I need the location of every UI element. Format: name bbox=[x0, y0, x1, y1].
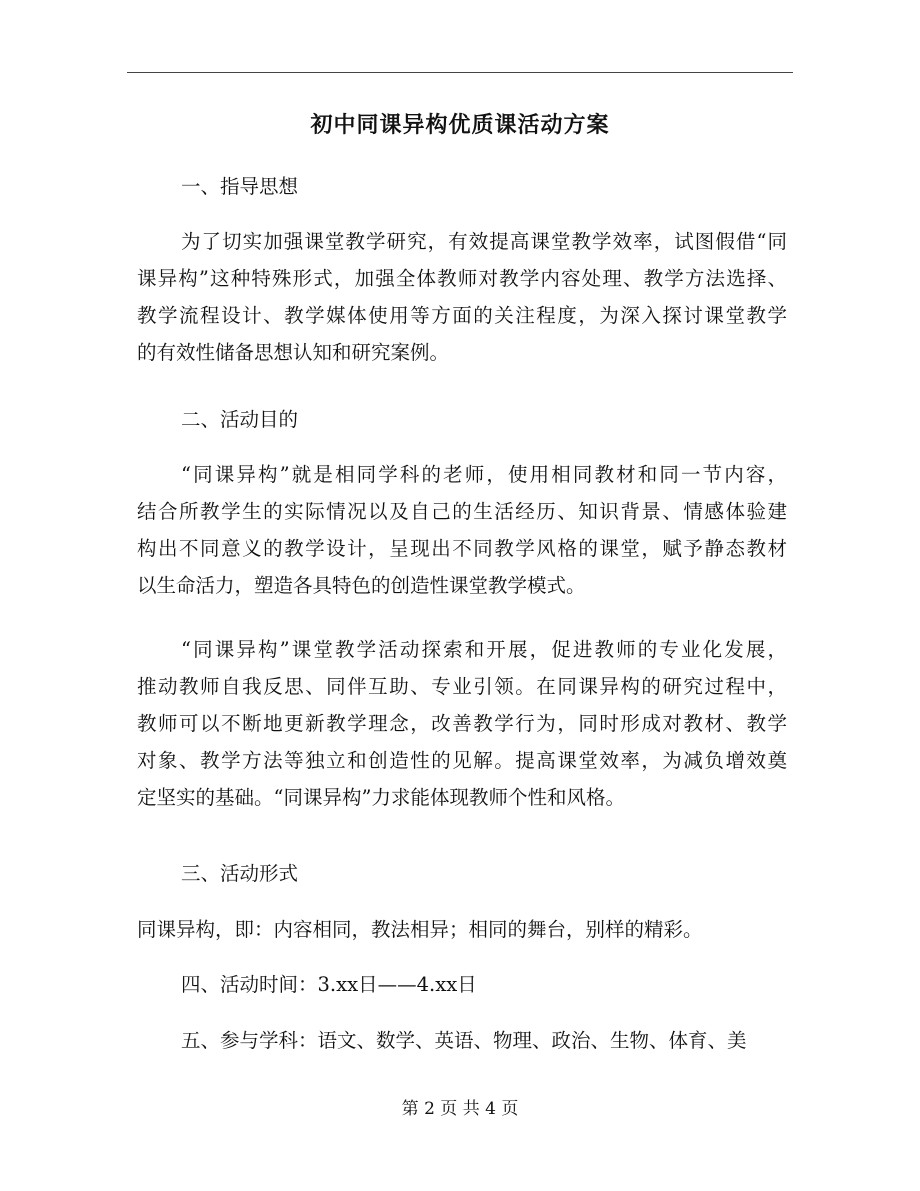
paragraph-line: 的有效性储备思想认知和研究案例。 bbox=[137, 341, 450, 364]
paragraph-line: 为了切实加强课堂教学研究，有效提高课堂教学效率，试图假借“同 bbox=[181, 230, 787, 253]
section-heading-2: 二、活动目的 bbox=[181, 408, 299, 431]
paragraph-line: 推动教师自我反思、同伴互助、专业引领。在同课异构的研究过程中， bbox=[137, 675, 787, 698]
paragraph-line: 以生命活力，塑造各具特色的创造性课堂教学模式。 bbox=[137, 574, 586, 597]
paragraph-line: 教学流程设计、教学媒体使用等方面的关注程度，为深入探讨课堂教学 bbox=[137, 304, 787, 327]
paragraph-line: 对象、教学方法等独立和创造性的见解。提高课堂效率，为减负增效奠 bbox=[137, 749, 787, 772]
section-heading-3: 三、活动形式 bbox=[181, 862, 299, 885]
section-heading-5: 五、参与学科：语文、数学、英语、物理、政治、生物、体育、美 bbox=[181, 1029, 747, 1052]
paragraph-line: 定坚实的基础。“同课异构”力求能体现教师个性和风格。 bbox=[137, 786, 625, 809]
paragraph-line: 课异构”这种特殊形式，加强全体教师对教学内容处理、教学方法选择、 bbox=[137, 267, 787, 290]
paragraph-line: 教师可以不断地更新教学理念，改善教学行为，同时形成对教材、教学 bbox=[137, 712, 787, 735]
page-number: 第 2 页 共 4 页 bbox=[401, 1099, 519, 1119]
paragraph-line: 结合所教学生的实际情况以及自己的生活经历、知识背景、情感体验建 bbox=[137, 500, 787, 523]
paragraph-line: “同课异构”课堂教学活动探索和开展，促进教师的专业化发展， bbox=[181, 638, 787, 661]
section-heading-1: 一、指导思想 bbox=[181, 175, 299, 198]
header-rule bbox=[127, 72, 793, 73]
paragraph-line: “同课异构”就是相同学科的老师，使用相同教材和同一节内容， bbox=[181, 463, 787, 486]
paragraph-line: 同课异构，即：内容相同，教法相异；相同的舞台，别样的精彩。 bbox=[137, 918, 703, 941]
section-heading-4: 四、活动时间：3.xx日——4.xx日 bbox=[181, 973, 477, 996]
document-title: 初中同课异构优质课活动方案 bbox=[310, 113, 610, 138]
paragraph-line: 构出不同意义的教学设计，呈现出不同教学风格的课堂，赋予静态教材 bbox=[137, 537, 787, 560]
